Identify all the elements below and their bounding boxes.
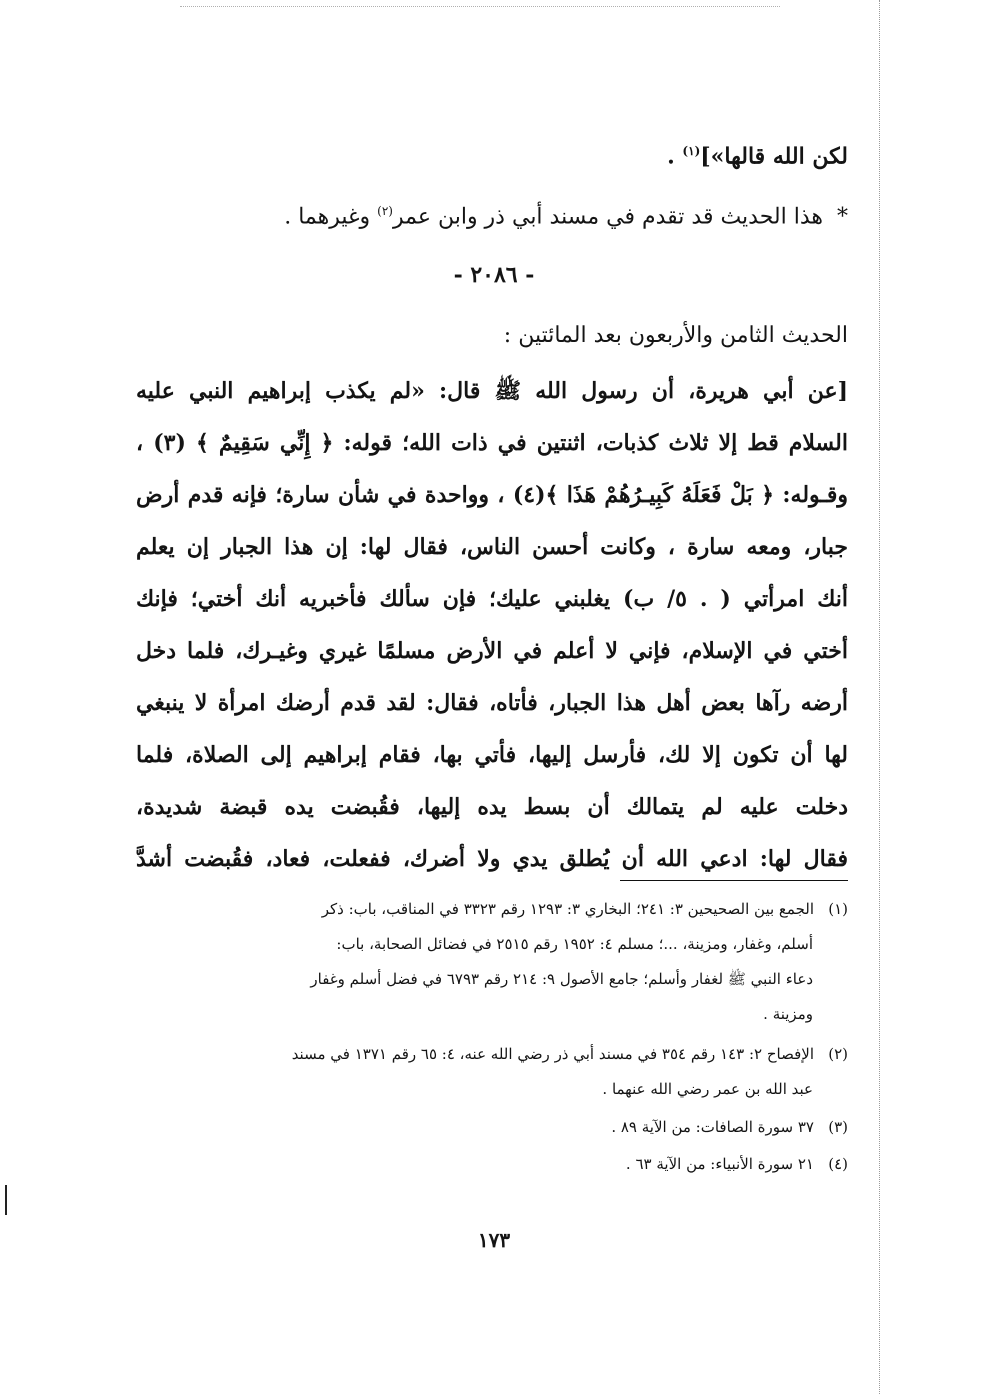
footnote-1-line-2: أسلم، وغفار، ومزينة، ...؛ مسلم ٤: ١٩٥٢ رقم ٢٥١٥ في فضائل الصحابة، باب: [336,935,813,953]
body-line-9: دخلت عليه لم يتمالك أن بسط يده إليها، فقُبضت يده قبضة شديدة، [136,794,848,820]
note-text: هذا الحديث قد تقدم في مسند أبي ذر وابن عمر [392,204,823,230]
note-line [284,205,848,228]
footnote-line: الجمع بين الصحيحين ٣: ٢٤١؛ البخاري ٣: ١٢٩٣ رقم ٣٣٢٣ في المناقب، باب: ذكر [321,900,814,918]
footnote-number: (٣) [828,1118,848,1136]
main-text [136,0,848,880]
body-line-3: وقـوله: ﴿ بَلْ فَعَلَهُ كَبِيـرُهُمْ هَذَا ﴾(٤) ، وواحدة في شأن سارة؛ فإنه قدم أرض [136,482,848,508]
body-line-10: فقال لها: ادعي الله أن يُطلق يدي ولا أضرك، ففعلت، فعاد، فقُبضت أشدَّ [136,846,848,872]
footnote-2-line-2: عبد الله بن عمر رضي الله عنهما . [602,1080,813,1098]
footnote-ref-2[interactable]: (٢) [377,204,393,218]
footnote-number: (٢) [828,1045,848,1063]
footnote-ref-1[interactable]: (١) [682,144,701,158]
footnote-1 [136,902,848,917]
body-line-2: السلام قط إلا ثلاث كذبات، اثنتين في ذات الله؛ قوله: ﴿ إِنِّي سَقِيمٌ ﴾ (٣) ، [136,430,848,456]
footnote-1-line-3: دعاء النبي ﷺ لغفار وأسلم؛ جامع الأصول ٩: ٢١٤ رقم ٦٧٩٣ في فضل أسلم وغفار [310,970,813,988]
scan-right-edge [879,0,880,1394]
footnote-4 [136,1157,848,1172]
body-line-7: أرضه رآها بعض أهل هذا الجبار، فأتاه، فقال: لقد قدم أرضك امرأة لا ينبغي [136,690,848,716]
body-line-8: لها أن تكون إلا لك، فأرسل إليها، فأتي بها، فقام إبراهيم إلى الصلاة، فلما [136,742,848,768]
body-line-4: جبار، ومعه سارة ، وكانت أحسن الناس، فقال لها: إن هذا الجبار إن يعلم [136,534,848,560]
body-line-5: أنك امرأتي ( . ٥/ ب) يغلبني عليك؛ فإن سألك فأخبريه أنك أختي؛ فإنك [136,586,848,612]
footnote-3 [136,1120,848,1135]
closing-line [667,143,848,170]
footnote-line: ٢١ سورة الأنبياء: من الآية ٦٣ . [625,1155,814,1173]
footnote-divider [620,880,848,881]
hadith-heading: الحديث الثامن والأربعون بعد المائتين : [503,323,848,348]
footnote-line: الإفصاح ٢: ١٤٣ رقم ٣٥٤ في مسند أبي ذر رضي الله عنه، ٤: ٦٥ رقم ١٣٧١ في مسند [291,1045,814,1063]
note-end: وغيرهما . [284,204,378,230]
hadith-number: - ٢٠٨٦ - [453,262,535,288]
closing-text: لكن الله قالها»] [700,143,848,170]
body-line-1: [عن أبي هريرة، أن رسول الله ﷺ قال: «لم يكذب إبراهيم النبي عليه [136,378,848,404]
footnote-line: ٣٧ سورة الصافات: من الآية ٨٩ . [611,1118,814,1136]
body-line-6: أختي في الإسلام، فإني لا أعلم في الأرض مسلمًا غيري وغيـرك، فلما دخل [136,638,848,664]
footnote-number: (٤) [828,1155,848,1173]
closing-end: . [667,143,683,170]
footnote-1-line-4: ومزينة . [763,1005,813,1023]
footnote-2 [136,1047,848,1062]
scan-left-mark [5,1185,7,1215]
star-icon: * [837,204,848,230]
footnote-number: (١) [828,900,848,918]
page-number: ١٧٣ [477,1228,511,1252]
